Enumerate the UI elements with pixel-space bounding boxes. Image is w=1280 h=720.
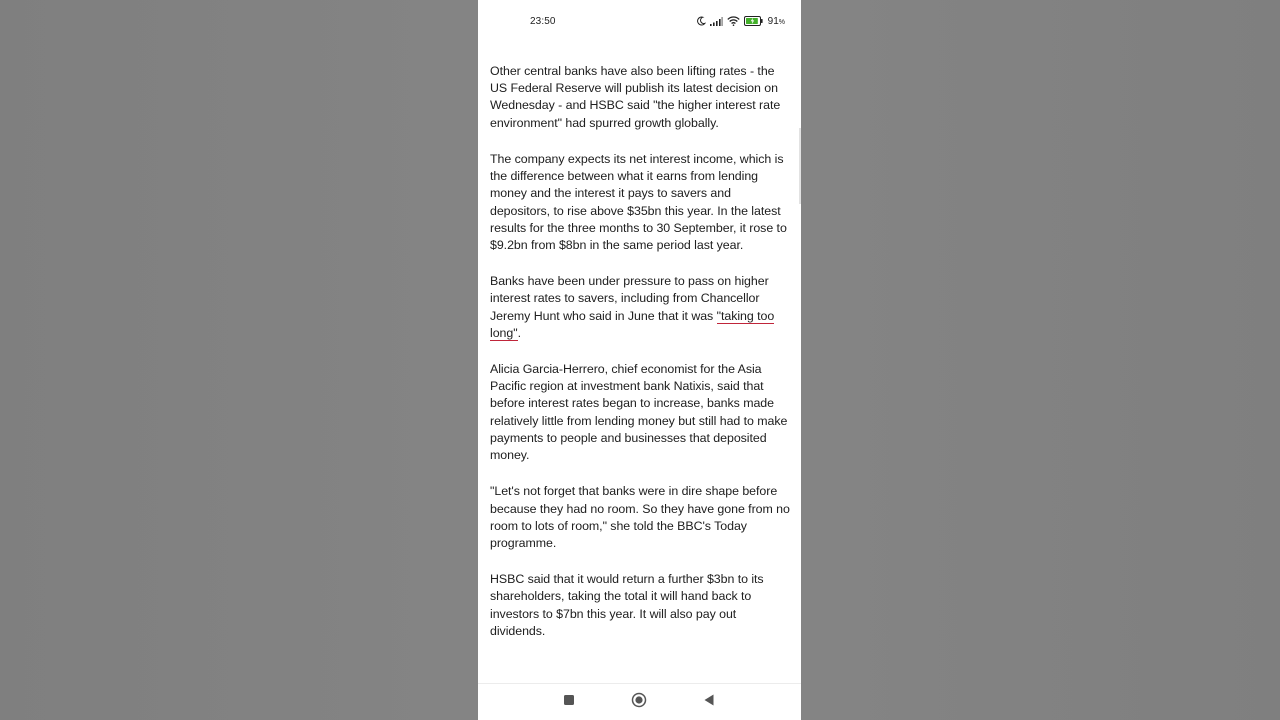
back-triangle-icon	[703, 693, 715, 712]
article-paragraph-with-link	[490, 273, 792, 342]
home-circle-icon	[631, 692, 647, 713]
article-paragraph: Other central banks have also been lifting rates - the US Federal Reserve will publish its latest decision on Wednesday - and HSBC said "the higher interest rate environment" had spurred growth globally.	[490, 63, 781, 130]
phone-screen	[478, 0, 801, 720]
wifi-icon	[727, 16, 740, 26]
taking-too-long-link[interactable]: "taking too long"	[490, 308, 775, 340]
home-button[interactable]	[630, 693, 648, 711]
status-bar	[478, 0, 801, 42]
article-paragraph: The company expects its net interest income, which is the difference between what it earns from lending money and the interest it pays to savers and depositors, to rise above $35bn this year. In the latest results for the three months to 30 September, it rose to $9.2bn from $8bn in the same period last year.	[490, 151, 787, 253]
paragraph-text-after-link: .	[517, 325, 521, 340]
article-body	[490, 27, 792, 659]
scrollbar[interactable]	[799, 128, 801, 204]
battery-icon	[744, 16, 763, 26]
back-button[interactable]	[700, 693, 718, 711]
recents-square-icon	[563, 693, 575, 711]
moon-icon	[696, 16, 706, 26]
percent-sign: %	[778, 18, 785, 26]
recents-button[interactable]	[560, 693, 578, 711]
article-paragraph: Alicia Garcia-Herrero, chief economist for the Asia Pacific region at investment bank Natixis, said that before interest rates began to increase, banks made relatively little from lending money but still had to make payments to people and businesses that deposited money.	[490, 361, 788, 463]
status-icons	[696, 14, 785, 28]
paragraph-text-before-link: Banks have been under pressure to pass on higher interest rates to savers, including from Chancellor Jeremy Hunt who said in June that it was	[490, 274, 769, 323]
battery-percent-value: 91	[767, 15, 779, 27]
navigation-bar	[478, 683, 801, 720]
status-time: 23:50	[530, 16, 556, 27]
article-paragraph: HSBC said that it would return a further $3bn to its shareholders, taking the total it will hand back to investors to $7bn this year. It will also pay out dividends.	[490, 571, 764, 638]
battery-percent	[768, 16, 785, 27]
article-paragraph: "Let's not forget that banks were in dire shape before because they had no room. So they have gone from no room to lots of room," she told the BBC's Today programme.	[490, 484, 790, 551]
signal-icon	[710, 16, 723, 26]
